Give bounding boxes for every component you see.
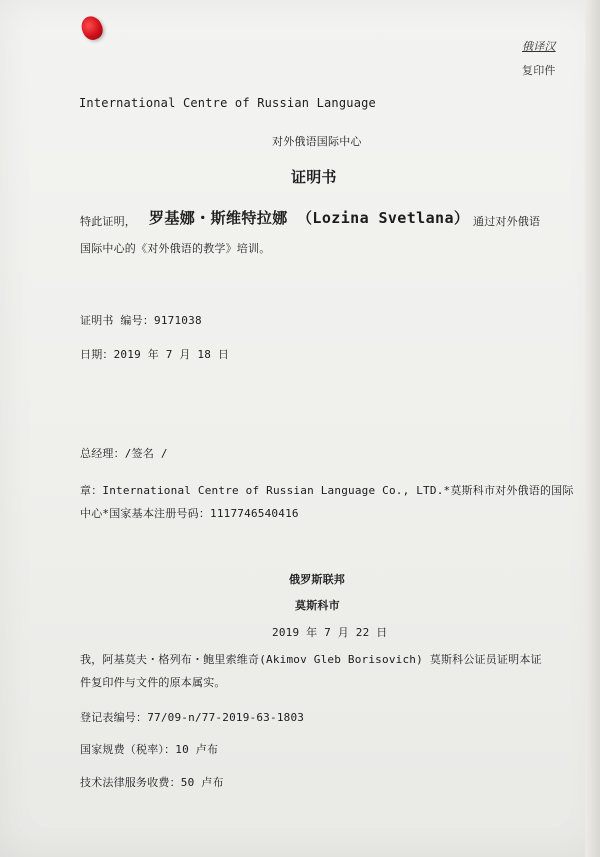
page-fold-edge [585, 0, 600, 857]
registry-number: 登记表编号：77/09-n/77-2019-63-1803 [80, 711, 305, 724]
seal-line-2: 中心*国家基本注册号码：1117746540416 [80, 507, 299, 520]
notary-statement-line-2: 件复印件与文件的原本属实。 [80, 676, 226, 689]
organization-name-en: International Centre of Russian Language [79, 96, 376, 110]
translation-mark: 俄译汉 [522, 40, 556, 53]
copy-mark: 复印件 [522, 64, 556, 77]
notary-statement-line-1: 我，阿基莫夫・格列布・鲍里索维奇(Akimov Gleb Borisovich) 莫斯科公证员证明本证 [80, 653, 542, 666]
notary-country: 俄罗斯联邦 [289, 573, 345, 586]
certify-suffix: 通过对外俄语 [473, 215, 541, 228]
organization-name-zh: 对外俄语国际中心 [272, 135, 362, 148]
seal-line-1: 章：International Centre of Russian Language Co., LTD.*莫斯科市对外俄语的国际 [80, 484, 574, 497]
general-manager-signature: 总经理：/签名 / [80, 447, 168, 460]
issue-date: 日期：2019 年 7 月 18 日 [80, 348, 230, 361]
state-fee: 国家规费（税率）：10 卢布 [80, 743, 219, 756]
legal-service-fee: 技术法律服务收费：50 卢布 [80, 776, 224, 789]
certificate-number: 证明书 编号：9171038 [80, 314, 202, 327]
notary-city: 莫斯科市 [295, 599, 340, 612]
certify-prefix: 特此证明， [80, 215, 136, 228]
certificate-title: 证明书 [291, 168, 337, 186]
training-course-line: 国际中心的《对外俄语的教学》培训。 [80, 242, 271, 255]
notary-date: 2019 年 7 月 22 日 [272, 626, 388, 639]
holder-name: 罗基娜・斯维特拉娜 （Lozina Svetlana） [149, 209, 470, 227]
